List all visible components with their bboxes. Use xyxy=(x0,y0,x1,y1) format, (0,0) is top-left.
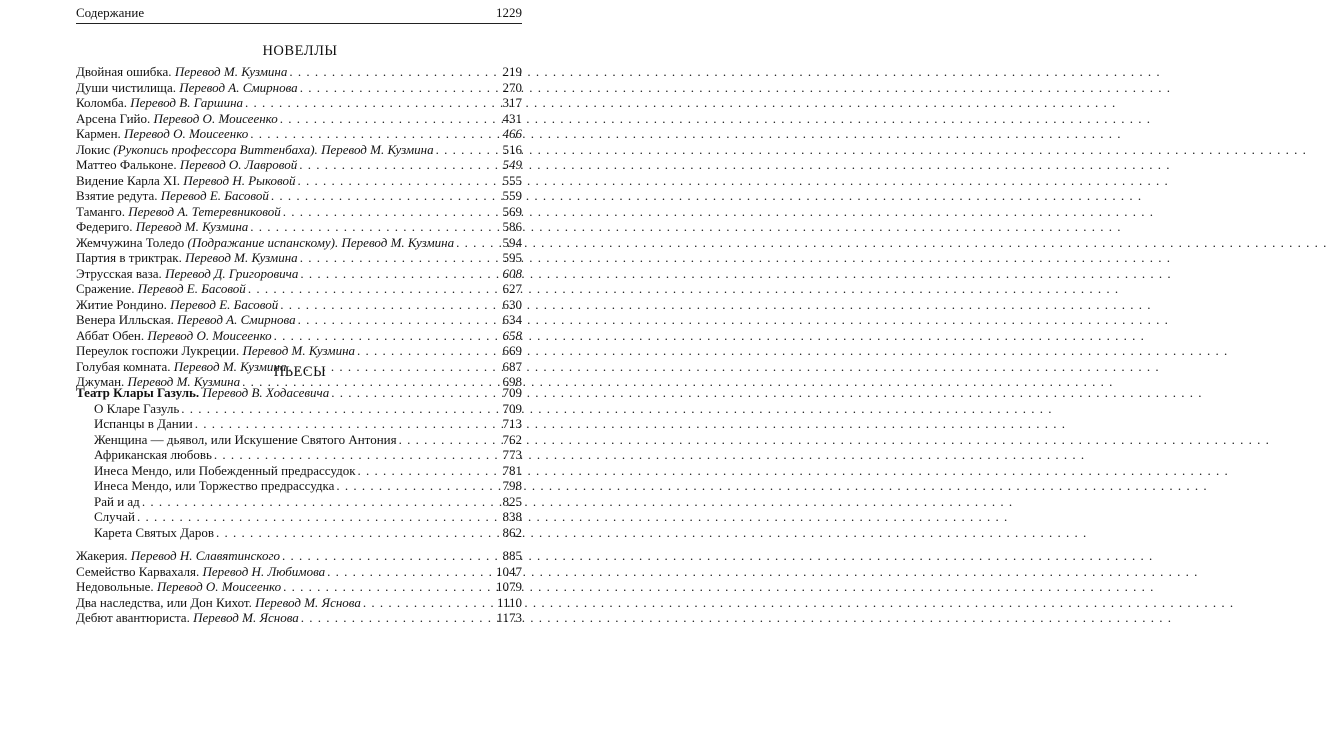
novella-entry xyxy=(76,235,522,251)
entry-title xyxy=(76,266,298,282)
work-title: Дебют авантюриста. xyxy=(76,610,190,625)
dot-leader xyxy=(363,595,495,611)
entry-title xyxy=(76,126,248,142)
play-entry xyxy=(76,595,522,611)
entry-page-number: 595 xyxy=(502,250,522,265)
work-title: Инеса Мендо, или Торжество предрассудка xyxy=(94,478,335,493)
work-title: Переулок госпожи Лукреции. xyxy=(76,343,240,358)
entry-page-number: 1047 xyxy=(496,563,522,579)
entry-page-number: 549 xyxy=(502,157,522,172)
entry-title xyxy=(94,432,397,448)
translator-credit: Перевод М. Кузмина xyxy=(321,141,434,157)
dot-leader xyxy=(298,312,501,328)
work-title: Этрусская ваза. xyxy=(76,265,162,281)
work-title: Семейство Карвахаля. xyxy=(76,563,200,579)
dot-leader xyxy=(271,188,501,204)
novella-entry xyxy=(76,250,522,266)
play-sub-entry xyxy=(76,525,522,541)
play-entry xyxy=(76,579,522,595)
dot-leader xyxy=(283,579,494,595)
novella-entry xyxy=(76,188,522,204)
entry-title xyxy=(94,509,135,525)
entry-title xyxy=(76,204,281,220)
entry-page-number: 862 xyxy=(502,524,522,540)
dot-leader xyxy=(301,610,495,626)
dot-leader xyxy=(327,564,494,580)
entry-page-number: 825 xyxy=(502,493,522,509)
work-title: Испанцы в Дании xyxy=(94,416,193,431)
dot-leader xyxy=(280,111,501,127)
entry-title xyxy=(76,64,287,80)
entry-page-number: 773 xyxy=(502,447,522,462)
work-title: Маттео Фальконе. xyxy=(76,157,177,172)
novella-entry xyxy=(76,126,522,142)
work-title: Кармен. xyxy=(76,126,121,141)
entry-title xyxy=(76,548,280,564)
translator-credit: Перевод А. Смирнова xyxy=(177,312,296,327)
entry-title xyxy=(94,447,212,463)
entry-page-number: 1079 xyxy=(496,579,522,594)
translator-credit: Перевод О. Лавровой xyxy=(179,157,298,172)
entry-title xyxy=(94,525,214,541)
work-title: Инеса Мендо, или Побежденный предрассудок xyxy=(94,462,356,478)
entry-page-number: 317 xyxy=(502,95,522,110)
work-title: Карета Святых Даров xyxy=(94,524,214,540)
translator-credit: Перевод О. Моисеенко xyxy=(156,579,282,594)
book-page xyxy=(0,0,600,750)
dot-leader xyxy=(399,432,501,448)
entry-page-number: 608 xyxy=(502,265,522,281)
translator-credit: Перевод М. Кузмина xyxy=(135,219,249,234)
novella-entry xyxy=(76,111,522,127)
entry-page-number: 559 xyxy=(502,188,522,203)
entry-title xyxy=(76,173,296,189)
translator-credit: Перевод Н. Славятинского xyxy=(130,548,281,563)
dot-leader xyxy=(299,157,500,173)
work-title: Партия в триктрак. xyxy=(76,250,182,265)
entry-title xyxy=(76,297,278,313)
novella-entry xyxy=(76,328,522,344)
entry-title xyxy=(76,610,299,626)
entry-page-number: 1110 xyxy=(496,594,522,610)
running-head xyxy=(76,5,522,24)
work-title: Жакерия. xyxy=(76,548,128,563)
work-subtitle: (Рукопись профессора Виттенбаха). xyxy=(113,141,318,157)
translator-credit: Перевод М. Кузмина xyxy=(173,358,287,374)
entry-title xyxy=(76,111,278,127)
page-number: 1229 xyxy=(496,5,522,20)
translator-credit: Перевод О. Моисеенко xyxy=(153,110,278,126)
plays-heading: ПЬЕСЫ xyxy=(273,364,327,380)
play-sub-entry xyxy=(76,447,522,463)
entry-page-number: 431 xyxy=(502,110,522,126)
translator-credit: Перевод В. Ходасевича xyxy=(202,385,330,400)
entry-title xyxy=(76,142,434,158)
dot-leader xyxy=(357,343,500,359)
entry-page-number: 586 xyxy=(502,219,522,234)
dot-leader xyxy=(195,416,501,432)
entry-title xyxy=(76,579,281,595)
dot-leader xyxy=(331,385,500,401)
translator-credit: Перевод Н. Рыковой xyxy=(183,172,296,188)
entry-title xyxy=(94,416,193,432)
translator-credit: Перевод Н. Любимова xyxy=(202,563,326,579)
entry-title xyxy=(76,385,329,401)
novella-entry xyxy=(76,80,522,96)
entry-page-number: 270 xyxy=(502,79,522,95)
entry-title xyxy=(76,157,297,173)
dot-leader xyxy=(298,173,501,189)
play-sub-entry xyxy=(76,478,522,494)
work-title: О Кларе Газуль xyxy=(94,400,180,416)
novella-entry xyxy=(76,173,522,189)
entry-page-number: 594 xyxy=(502,234,522,250)
work-title: Аббат Обен. xyxy=(76,327,145,343)
entry-page-number: 798 xyxy=(502,478,522,493)
dot-leader xyxy=(289,64,500,80)
play-cycle-entry xyxy=(76,385,522,401)
work-title: Африканская любовь xyxy=(94,447,212,462)
entry-page-number: 627 xyxy=(502,281,522,296)
entry-page-number: 630 xyxy=(502,296,522,312)
novellas-heading: НОВЕЛЛЫ xyxy=(262,43,338,59)
dot-leader xyxy=(456,235,500,251)
work-title: Арсена Гийо. xyxy=(76,110,151,126)
entry-page-number: 713 xyxy=(502,416,522,431)
translator-credit: Перевод М. Кузмина xyxy=(185,250,298,265)
novella-entry xyxy=(76,142,522,158)
novella-entry xyxy=(76,204,522,220)
entry-page-number: 1173 xyxy=(496,610,522,625)
translator-credit: Перевод А. Тетеревниковой xyxy=(128,203,281,219)
novellas-toc xyxy=(76,64,522,390)
translator-credit: Перевод М. Яснова xyxy=(193,610,299,625)
novella-entry xyxy=(76,219,522,235)
entry-page-number: 658 xyxy=(502,327,522,343)
play-sub-entry xyxy=(76,416,522,432)
entry-page-number: 709 xyxy=(502,400,522,416)
dot-leader xyxy=(142,494,501,510)
dot-leader xyxy=(250,219,500,235)
work-title: Таманго. xyxy=(76,203,126,219)
dot-leader xyxy=(181,401,500,417)
entry-title xyxy=(76,80,298,96)
dot-leader xyxy=(248,281,501,297)
work-title: Жемчужина Толедо xyxy=(76,234,185,250)
work-title: Души чистилища. xyxy=(76,79,176,95)
entry-page-number: 698 xyxy=(502,374,522,389)
entry-title xyxy=(94,478,334,494)
novella-entry xyxy=(76,297,522,313)
work-title: Федериго. xyxy=(76,219,133,234)
plays-toc xyxy=(76,385,522,626)
translator-credit: Перевод А. Смирнова xyxy=(179,79,298,95)
work-title: Локис xyxy=(76,141,111,157)
dot-leader xyxy=(245,95,500,111)
dot-leader xyxy=(300,80,501,96)
dot-leader xyxy=(216,525,501,541)
entry-page-number: 885 xyxy=(502,548,522,563)
entry-title xyxy=(76,250,298,266)
translator-credit: Перевод Д. Григоровича xyxy=(165,265,299,281)
entry-title xyxy=(76,595,361,611)
play-entry xyxy=(76,564,522,580)
dot-leader xyxy=(282,548,500,564)
translator-credit: Перевод В. Гаршина xyxy=(130,95,244,110)
dot-leader xyxy=(283,204,501,220)
translator-credit: Перевод Е. Басовой xyxy=(160,188,269,203)
entry-page-number: 781 xyxy=(502,462,522,478)
work-title: Театр Клары Газуль. xyxy=(76,385,200,400)
translator-credit: Перевод М. Кузмина xyxy=(242,343,356,358)
novella-entry xyxy=(76,157,522,173)
novella-entry xyxy=(76,95,522,111)
play-entry xyxy=(76,548,522,564)
work-title: Женщина — дьявол, или Искушение Святого Антония xyxy=(94,431,397,447)
play-sub-entry xyxy=(76,463,522,479)
novella-entry xyxy=(76,64,522,80)
entry-title xyxy=(76,328,272,344)
work-title: Рай и ад xyxy=(94,493,140,509)
work-title: Два наследства, или Дон Кихот. xyxy=(76,594,252,610)
entry-title xyxy=(76,219,248,235)
entry-title xyxy=(76,343,355,359)
entry-title xyxy=(94,494,140,510)
running-head-section: Содержание xyxy=(76,5,145,20)
work-title: Голубая комната. xyxy=(76,358,171,374)
work-title: Коломба. xyxy=(76,95,127,110)
entry-title xyxy=(76,235,454,251)
translator-credit: Перевод М. Кузмина xyxy=(174,64,288,79)
dot-leader xyxy=(250,126,500,142)
entry-page-number: 838 xyxy=(502,509,522,524)
play-sub-entry xyxy=(76,509,522,525)
entry-page-number: 555 xyxy=(502,172,522,188)
work-title: Двойная ошибка. xyxy=(76,64,172,79)
translator-credit: Перевод Е. Басовой xyxy=(137,281,246,296)
entry-title xyxy=(94,463,356,479)
translator-credit: Перевод М. Кузмина xyxy=(341,234,455,250)
dot-leader xyxy=(274,328,501,344)
entry-page-number: 762 xyxy=(502,431,522,447)
spacer xyxy=(76,540,522,548)
dot-leader xyxy=(436,142,501,158)
novella-entry xyxy=(76,312,522,328)
entry-page-number: 634 xyxy=(502,312,522,327)
entry-page-number: 687 xyxy=(502,358,522,374)
entry-page-number: 466 xyxy=(502,126,522,141)
entry-title xyxy=(94,401,179,417)
work-title: Случай xyxy=(94,509,135,524)
work-title: Житие Рондино. xyxy=(76,296,167,312)
translator-credit: Перевод М. Яснова xyxy=(255,594,361,610)
translator-credit: Перевод Е. Басовой xyxy=(170,296,279,312)
entry-page-number: 219 xyxy=(502,64,522,79)
dot-leader xyxy=(336,478,500,494)
play-sub-entry xyxy=(76,432,522,448)
entry-title xyxy=(76,564,325,580)
play-entry xyxy=(76,610,522,626)
entry-title xyxy=(76,281,246,297)
dot-leader xyxy=(214,447,501,463)
entry-page-number: 569 xyxy=(502,203,522,219)
dot-leader xyxy=(137,509,501,525)
work-title: Видение Карла XI. xyxy=(76,172,181,188)
play-sub-entry xyxy=(76,494,522,510)
novella-entry xyxy=(76,266,522,282)
entry-title xyxy=(76,188,269,204)
entry-page-number: 516 xyxy=(502,141,522,157)
dot-leader xyxy=(280,297,500,313)
novella-entry xyxy=(76,343,522,359)
entry-title xyxy=(76,95,243,111)
dot-leader xyxy=(358,463,501,479)
work-title: Сражение. xyxy=(76,281,135,296)
translator-credit: Перевод М. Кузмина xyxy=(127,374,241,389)
play-sub-entry xyxy=(76,401,522,417)
translator-credit: Перевод О. Моисеенко xyxy=(124,126,249,141)
work-title: Недовольные. xyxy=(76,579,154,594)
entry-page-number: 709 xyxy=(502,385,522,400)
dot-leader xyxy=(300,250,501,266)
dot-leader xyxy=(300,266,500,282)
work-subtitle: (Подражание испанскому). xyxy=(187,234,339,250)
work-title: Венера Илльская. xyxy=(76,312,174,327)
translator-credit: Перевод О. Моисеенко xyxy=(147,327,272,343)
entry-title xyxy=(76,312,296,328)
work-title: Джуман. xyxy=(76,374,125,389)
entry-page-number: 669 xyxy=(502,343,522,358)
work-title: Взятие редута. xyxy=(76,188,158,203)
novella-entry xyxy=(76,281,522,297)
